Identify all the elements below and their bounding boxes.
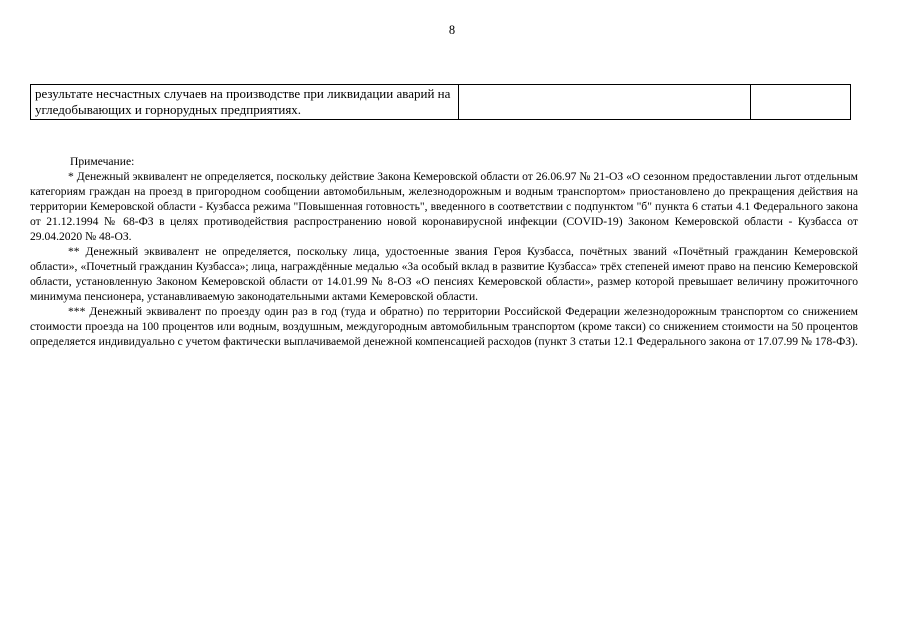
benefits-table — [30, 84, 851, 120]
table-cell-note — [751, 85, 851, 120]
notes-section — [30, 154, 858, 349]
note-single-star: * Денежный эквивалент не определяется, поскольку действие Закона Кемеровской области от 26.06.97 № 21-ОЗ «О сезонном предоставлении льгот отдельным категориям граждан на проезд в пригородном сообщении автомобильным, железнодорожным и водным транспортом» приостановлено до прекращения действия на территории Кемеровской области - Кузбасса режима "Повышенная готовность", введенного в соответствии с подпунктом "б" пункта 6 статьи 4.1 Федерального закона от 21.12.1994 № 68-ФЗ в целях противодействия распространению новой коронавирусной инфекции (COVID-19) Законом Кемеровской области - Кузбасса от 29.04.2020 № 48-ОЗ. — [30, 170, 858, 243]
table-cell-amount — [459, 85, 751, 120]
table-cell-category: результате несчастных случаев на производстве при ликвидации аварий на угледобывающих и горнорудных предприятиях. — [31, 85, 459, 120]
note-double-star: ** Денежный эквивалент не определяется, поскольку лица, удостоенные звания Героя Кузбасса, почётных званий «Почётный гражданин Кемеровской области», «Почетный гражданин Кузбасса»; лица, награждённые медалью «За особый вклад в развитие Кузбасса» трёх степеней имеют право на пенсию Кемеровской области, установленную Законом Кемеровской области от 14.01.99 № 8-ОЗ «О пенсиях Кемеровской области», размер которой превышает величину прожиточного минимума пенсионера, устанавливаемую законодательными актами Кемеровской области. — [30, 245, 858, 303]
note-triple-star: *** Денежный эквивалент по проезду один раз в год (туда и обратно) по территории Российской Федерации железнодорожным транспортом со снижением стоимости проезда на 100 процентов или водным, воздушным, междугородным автомобильным транспортом (кроме такси) со снижением стоимости на 50 процентов определяется индивидуально с учетом фактически выплачиваемой денежной компенсацией расходов (пункт 3 статьи 12.1 Федерального закона от 17.07.99 № 178-ФЗ). — [30, 305, 858, 348]
page-number: 8 — [448, 23, 456, 37]
notes-heading: Примечание: — [70, 155, 135, 168]
table-row — [31, 85, 851, 120]
